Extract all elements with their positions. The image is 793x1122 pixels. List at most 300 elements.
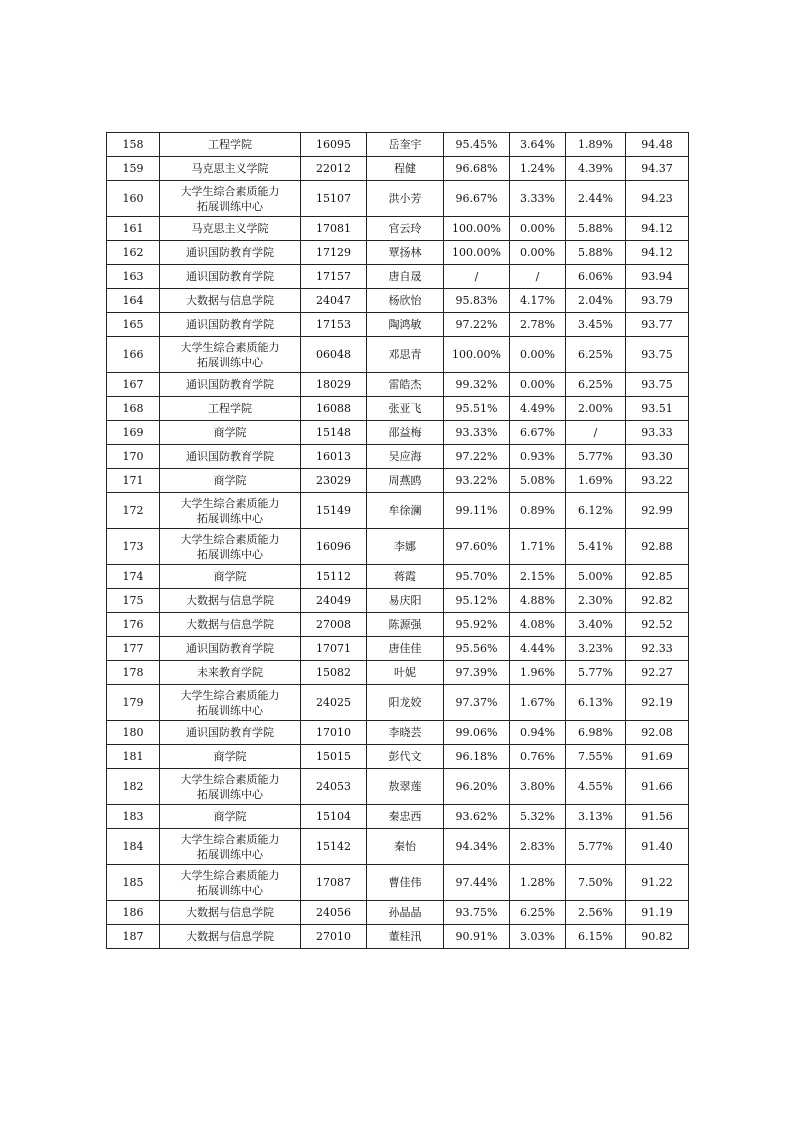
department-line: 拓展训练中心 <box>197 511 263 525</box>
score-cell: 92.27 <box>626 661 689 685</box>
rate-1-cell: 97.39% <box>444 661 510 685</box>
rate-1-cell: 99.06% <box>444 721 510 745</box>
rank-cell: 183 <box>107 805 160 829</box>
table-row <box>107 925 689 949</box>
department-cell <box>160 721 301 745</box>
score-cell: 92.99 <box>626 493 689 529</box>
rate-3-cell: 2.44% <box>566 181 626 217</box>
rank-cell: 161 <box>107 217 160 241</box>
department-cell <box>160 217 301 241</box>
department-cell <box>160 661 301 685</box>
staff-id-cell: 24025 <box>301 685 367 721</box>
rank-cell: 172 <box>107 493 160 529</box>
rate-2-cell: 0.76% <box>510 745 566 769</box>
rate-1-cell: 100.00% <box>444 217 510 241</box>
department-line: 拓展训练中心 <box>197 787 263 801</box>
name-cell: 陶鸿敏 <box>367 313 444 337</box>
rate-2-cell: 2.15% <box>510 565 566 589</box>
name-cell: 官云玲 <box>367 217 444 241</box>
department-line: 商学院 <box>213 474 247 487</box>
staff-id-cell: 15112 <box>301 565 367 589</box>
score-cell: 92.52 <box>626 613 689 637</box>
rank-cell: 165 <box>107 313 160 337</box>
staff-id-cell: 17157 <box>301 265 367 289</box>
rate-3-cell: 6.25% <box>566 373 626 397</box>
rank-cell: 179 <box>107 685 160 721</box>
rate-3-cell: 6.98% <box>566 721 626 745</box>
staff-id-cell: 15082 <box>301 661 367 685</box>
score-cell: 90.82 <box>626 925 689 949</box>
rate-1-cell: 95.92% <box>444 613 510 637</box>
rate-3-cell: 1.89% <box>566 133 626 157</box>
rate-1-cell: 96.68% <box>444 157 510 181</box>
department-line: 工程学院 <box>208 402 252 415</box>
rate-3-cell: 2.56% <box>566 901 626 925</box>
staff-id-cell: 17153 <box>301 313 367 337</box>
table-row <box>107 661 689 685</box>
rank-cell: 170 <box>107 445 160 469</box>
name-cell: 程健 <box>367 157 444 181</box>
department-line: 通识国防教育学院 <box>186 318 274 331</box>
table-row <box>107 397 689 421</box>
rate-2-cell: 6.67% <box>510 421 566 445</box>
rate-3-cell: 3.23% <box>566 637 626 661</box>
rate-3-cell: 5.77% <box>566 445 626 469</box>
rate-3-cell: 5.77% <box>566 829 626 865</box>
department-cell <box>160 133 301 157</box>
rate-1-cell: 95.83% <box>444 289 510 313</box>
table-row <box>107 157 689 181</box>
rate-3-cell: 7.55% <box>566 745 626 769</box>
rate-2-cell: 1.71% <box>510 529 566 565</box>
rate-2-cell: 5.32% <box>510 805 566 829</box>
rank-cell: 164 <box>107 289 160 313</box>
name-cell: 董桂汛 <box>367 925 444 949</box>
table-row <box>107 337 689 373</box>
department-line: 大学生综合素质能力 <box>180 832 280 846</box>
rank-cell: 167 <box>107 373 160 397</box>
table-row <box>107 637 689 661</box>
name-cell: 叶妮 <box>367 661 444 685</box>
rank-cell: 174 <box>107 565 160 589</box>
rate-1-cell: 93.75% <box>444 901 510 925</box>
score-cell: 93.33 <box>626 421 689 445</box>
department-line: 商学院 <box>213 750 247 763</box>
department-cell <box>160 397 301 421</box>
rate-3-cell: 2.00% <box>566 397 626 421</box>
rate-3-cell: 2.30% <box>566 589 626 613</box>
department-line: 大学生综合素质能力 <box>180 184 280 198</box>
department-cell <box>160 901 301 925</box>
rank-cell: 166 <box>107 337 160 373</box>
rate-1-cell: / <box>444 265 510 289</box>
rank-cell: 159 <box>107 157 160 181</box>
department-cell <box>160 637 301 661</box>
department-line: 大数据与信息学院 <box>186 294 274 307</box>
rank-cell: 185 <box>107 865 160 901</box>
rate-3-cell: 5.88% <box>566 217 626 241</box>
score-cell: 93.30 <box>626 445 689 469</box>
rate-1-cell: 95.45% <box>444 133 510 157</box>
rank-cell: 158 <box>107 133 160 157</box>
department-cell <box>160 157 301 181</box>
rank-cell: 187 <box>107 925 160 949</box>
staff-id-cell: 17087 <box>301 865 367 901</box>
rank-cell: 177 <box>107 637 160 661</box>
rate-2-cell: 6.25% <box>510 901 566 925</box>
rate-1-cell: 97.37% <box>444 685 510 721</box>
department-line: 商学院 <box>213 570 247 583</box>
department-line: 大学生综合素质能力 <box>180 532 280 546</box>
staff-id-cell: 17071 <box>301 637 367 661</box>
department-line: 大数据与信息学院 <box>186 930 274 943</box>
name-cell: 孙晶晶 <box>367 901 444 925</box>
department-cell <box>160 493 301 529</box>
department-line: 通识国防教育学院 <box>186 726 274 739</box>
rank-cell: 180 <box>107 721 160 745</box>
rate-2-cell: 0.94% <box>510 721 566 745</box>
score-cell: 93.77 <box>626 313 689 337</box>
staff-id-cell: 22012 <box>301 157 367 181</box>
rate-2-cell: 2.83% <box>510 829 566 865</box>
staff-id-cell: 15142 <box>301 829 367 865</box>
table-row <box>107 613 689 637</box>
department-line: 拓展训练中心 <box>197 547 263 561</box>
department-line: 马克思主义学院 <box>191 162 269 175</box>
rate-1-cell: 90.91% <box>444 925 510 949</box>
rate-2-cell: 3.03% <box>510 925 566 949</box>
department-line: 大数据与信息学院 <box>186 906 274 919</box>
department-line: 大学生综合素质能力 <box>180 868 280 882</box>
rate-2-cell: 5.08% <box>510 469 566 493</box>
name-cell: 杨欣怡 <box>367 289 444 313</box>
department-line: 拓展训练中心 <box>197 199 263 213</box>
rank-cell: 176 <box>107 613 160 637</box>
score-cell: 91.69 <box>626 745 689 769</box>
rate-2-cell: 1.96% <box>510 661 566 685</box>
rate-3-cell: 4.39% <box>566 157 626 181</box>
rate-1-cell: 100.00% <box>444 241 510 265</box>
department-cell <box>160 769 301 805</box>
department-line: 大数据与信息学院 <box>186 618 274 631</box>
rate-1-cell: 95.12% <box>444 589 510 613</box>
table-row <box>107 241 689 265</box>
name-cell: 牟徐澜 <box>367 493 444 529</box>
name-cell: 洪小芳 <box>367 181 444 217</box>
rate-2-cell: 3.33% <box>510 181 566 217</box>
table-row <box>107 565 689 589</box>
score-cell: 93.79 <box>626 289 689 313</box>
rank-cell: 186 <box>107 901 160 925</box>
name-cell: 曹佳伟 <box>367 865 444 901</box>
score-cell: 91.66 <box>626 769 689 805</box>
table-row <box>107 133 689 157</box>
department-cell <box>160 613 301 637</box>
rate-1-cell: 93.22% <box>444 469 510 493</box>
rate-1-cell: 97.60% <box>444 529 510 565</box>
score-cell: 91.40 <box>626 829 689 865</box>
rank-cell: 160 <box>107 181 160 217</box>
table-row <box>107 589 689 613</box>
name-cell: 邵益梅 <box>367 421 444 445</box>
rate-1-cell: 97.44% <box>444 865 510 901</box>
department-line: 马克思主义学院 <box>191 222 269 235</box>
staff-id-cell: 15015 <box>301 745 367 769</box>
staff-id-cell: 27008 <box>301 613 367 637</box>
staff-id-cell: 15149 <box>301 493 367 529</box>
rate-1-cell: 93.33% <box>444 421 510 445</box>
table-row <box>107 421 689 445</box>
rate-2-cell: 0.93% <box>510 445 566 469</box>
rank-cell: 171 <box>107 469 160 493</box>
rate-1-cell: 95.51% <box>444 397 510 421</box>
rate-2-cell: 1.28% <box>510 865 566 901</box>
staff-id-cell: 16096 <box>301 529 367 565</box>
rate-1-cell: 94.34% <box>444 829 510 865</box>
rate-2-cell: 0.00% <box>510 217 566 241</box>
rate-3-cell: / <box>566 421 626 445</box>
department-line: 拓展训练中心 <box>197 847 263 861</box>
rate-1-cell: 97.22% <box>444 445 510 469</box>
department-cell <box>160 265 301 289</box>
rate-2-cell: 0.00% <box>510 241 566 265</box>
rate-2-cell: 0.89% <box>510 493 566 529</box>
staff-id-cell: 18029 <box>301 373 367 397</box>
name-cell: 覃扬林 <box>367 241 444 265</box>
table-row <box>107 313 689 337</box>
department-cell <box>160 805 301 829</box>
ranking-table <box>106 132 689 949</box>
table-row <box>107 289 689 313</box>
table-row <box>107 529 689 565</box>
staff-id-cell: 15104 <box>301 805 367 829</box>
table-row <box>107 493 689 529</box>
name-cell: 李娜 <box>367 529 444 565</box>
name-cell: 邓思青 <box>367 337 444 373</box>
rate-1-cell: 99.32% <box>444 373 510 397</box>
department-line: 大学生综合素质能力 <box>180 340 280 354</box>
table-row <box>107 445 689 469</box>
name-cell: 彭代文 <box>367 745 444 769</box>
staff-id-cell: 17081 <box>301 217 367 241</box>
rank-cell: 162 <box>107 241 160 265</box>
table-row <box>107 685 689 721</box>
department-line: 商学院 <box>213 426 247 439</box>
staff-id-cell: 23029 <box>301 469 367 493</box>
rank-cell: 173 <box>107 529 160 565</box>
rate-2-cell: 4.88% <box>510 589 566 613</box>
name-cell: 易庆阳 <box>367 589 444 613</box>
staff-id-cell: 17010 <box>301 721 367 745</box>
table-row <box>107 865 689 901</box>
table-row <box>107 901 689 925</box>
department-line: 拓展训练中心 <box>197 355 263 369</box>
department-line: 未来教育学院 <box>197 666 263 679</box>
department-cell <box>160 181 301 217</box>
rate-3-cell: 3.40% <box>566 613 626 637</box>
rate-2-cell: 0.00% <box>510 337 566 373</box>
rate-1-cell: 96.67% <box>444 181 510 217</box>
staff-id-cell: 15148 <box>301 421 367 445</box>
rate-2-cell: 3.80% <box>510 769 566 805</box>
staff-id-cell: 17129 <box>301 241 367 265</box>
rank-cell: 181 <box>107 745 160 769</box>
name-cell: 雷皓杰 <box>367 373 444 397</box>
staff-id-cell: 24047 <box>301 289 367 313</box>
rank-cell: 184 <box>107 829 160 865</box>
department-line: 工程学院 <box>208 138 252 151</box>
rate-3-cell: 6.12% <box>566 493 626 529</box>
staff-id-cell: 24049 <box>301 589 367 613</box>
rate-1-cell: 95.56% <box>444 637 510 661</box>
rank-cell: 182 <box>107 769 160 805</box>
rank-cell: 169 <box>107 421 160 445</box>
table-row <box>107 769 689 805</box>
name-cell: 吴应海 <box>367 445 444 469</box>
rate-3-cell: 6.15% <box>566 925 626 949</box>
staff-id-cell: 16088 <box>301 397 367 421</box>
name-cell: 唐自晟 <box>367 265 444 289</box>
department-line: 拓展训练中心 <box>197 703 263 717</box>
rate-1-cell: 100.00% <box>444 337 510 373</box>
department-cell <box>160 745 301 769</box>
department-line: 拓展训练中心 <box>197 883 263 897</box>
name-cell: 秦怡 <box>367 829 444 865</box>
name-cell: 周燕鸥 <box>367 469 444 493</box>
department-line: 通识国防教育学院 <box>186 642 274 655</box>
score-cell: 93.51 <box>626 397 689 421</box>
score-cell: 94.12 <box>626 217 689 241</box>
name-cell: 张亚飞 <box>367 397 444 421</box>
rate-3-cell: 1.69% <box>566 469 626 493</box>
table-row <box>107 745 689 769</box>
department-line: 大学生综合素质能力 <box>180 496 280 510</box>
department-cell <box>160 373 301 397</box>
table-body <box>107 133 689 949</box>
score-cell: 92.19 <box>626 685 689 721</box>
table-row <box>107 373 689 397</box>
table-row <box>107 181 689 217</box>
department-cell <box>160 337 301 373</box>
department-line: 通识国防教育学院 <box>186 246 274 259</box>
rate-1-cell: 96.18% <box>444 745 510 769</box>
staff-id-cell: 15107 <box>301 181 367 217</box>
name-cell: 蒋霞 <box>367 565 444 589</box>
score-cell: 94.48 <box>626 133 689 157</box>
table-row <box>107 265 689 289</box>
department-cell <box>160 589 301 613</box>
rate-2-cell: 1.24% <box>510 157 566 181</box>
department-cell <box>160 865 301 901</box>
rate-3-cell: 3.45% <box>566 313 626 337</box>
rate-3-cell: 6.13% <box>566 685 626 721</box>
name-cell: 李晓芸 <box>367 721 444 745</box>
rate-2-cell: 2.78% <box>510 313 566 337</box>
rank-cell: 163 <box>107 265 160 289</box>
table-row <box>107 217 689 241</box>
rate-3-cell: 5.41% <box>566 529 626 565</box>
staff-id-cell: 27010 <box>301 925 367 949</box>
name-cell: 阳龙姣 <box>367 685 444 721</box>
department-line: 商学院 <box>213 810 247 823</box>
rate-2-cell: 0.00% <box>510 373 566 397</box>
score-cell: 94.12 <box>626 241 689 265</box>
score-cell: 91.22 <box>626 865 689 901</box>
department-cell <box>160 529 301 565</box>
department-line: 大学生综合素质能力 <box>180 688 280 702</box>
name-cell: 敖翠莲 <box>367 769 444 805</box>
rate-2-cell: 4.08% <box>510 613 566 637</box>
rate-1-cell: 96.20% <box>444 769 510 805</box>
score-cell: 92.85 <box>626 565 689 589</box>
name-cell: 秦忠西 <box>367 805 444 829</box>
department-cell <box>160 421 301 445</box>
name-cell: 岳奎宇 <box>367 133 444 157</box>
rate-3-cell: 4.55% <box>566 769 626 805</box>
department-cell <box>160 829 301 865</box>
department-cell <box>160 925 301 949</box>
rank-cell: 168 <box>107 397 160 421</box>
rate-2-cell: 1.67% <box>510 685 566 721</box>
score-cell: 92.88 <box>626 529 689 565</box>
rate-3-cell: 6.25% <box>566 337 626 373</box>
rate-3-cell: 3.13% <box>566 805 626 829</box>
rate-1-cell: 97.22% <box>444 313 510 337</box>
score-cell: 93.22 <box>626 469 689 493</box>
department-line: 通识国防教育学院 <box>186 270 274 283</box>
table-row <box>107 469 689 493</box>
department-cell <box>160 313 301 337</box>
name-cell: 陈源强 <box>367 613 444 637</box>
rate-3-cell: 6.06% <box>566 265 626 289</box>
rate-2-cell: 4.49% <box>510 397 566 421</box>
rate-3-cell: 2.04% <box>566 289 626 313</box>
table-row <box>107 721 689 745</box>
score-cell: 94.23 <box>626 181 689 217</box>
rate-1-cell: 99.11% <box>444 493 510 529</box>
department-cell <box>160 565 301 589</box>
rate-1-cell: 93.62% <box>444 805 510 829</box>
staff-id-cell: 06048 <box>301 337 367 373</box>
score-cell: 94.37 <box>626 157 689 181</box>
department-line: 通识国防教育学院 <box>186 378 274 391</box>
department-cell <box>160 241 301 265</box>
table-row <box>107 829 689 865</box>
rate-2-cell: 4.17% <box>510 289 566 313</box>
department-cell <box>160 469 301 493</box>
score-cell: 93.75 <box>626 373 689 397</box>
score-cell: 92.33 <box>626 637 689 661</box>
score-cell: 93.75 <box>626 337 689 373</box>
rate-3-cell: 5.88% <box>566 241 626 265</box>
rate-3-cell: 5.00% <box>566 565 626 589</box>
staff-id-cell: 16095 <box>301 133 367 157</box>
department-line: 通识国防教育学院 <box>186 450 274 463</box>
rate-2-cell: 4.44% <box>510 637 566 661</box>
rate-3-cell: 7.50% <box>566 865 626 901</box>
staff-id-cell: 24053 <box>301 769 367 805</box>
rate-2-cell: / <box>510 265 566 289</box>
score-cell: 92.82 <box>626 589 689 613</box>
table-row <box>107 805 689 829</box>
score-cell: 91.56 <box>626 805 689 829</box>
staff-id-cell: 16013 <box>301 445 367 469</box>
department-line: 大学生综合素质能力 <box>180 772 280 786</box>
score-cell: 93.94 <box>626 265 689 289</box>
department-line: 大数据与信息学院 <box>186 594 274 607</box>
department-cell <box>160 289 301 313</box>
score-cell: 92.08 <box>626 721 689 745</box>
